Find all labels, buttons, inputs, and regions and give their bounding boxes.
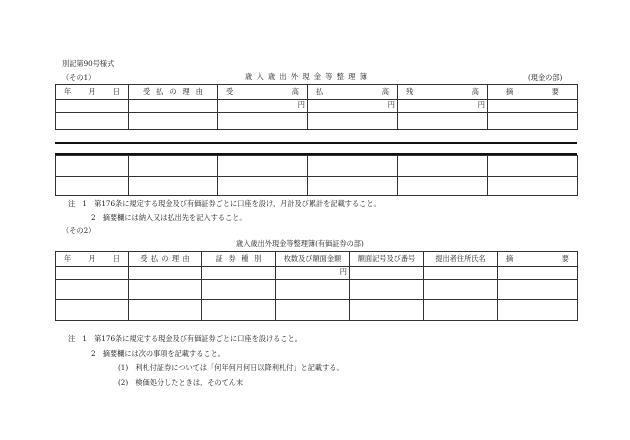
header-reason: 受 払 の 理 由 (129, 252, 202, 267)
header-count-face-value: 枚数及び額面金額 (276, 252, 350, 267)
form-number: 別記第90号様式 (62, 59, 115, 68)
header-receipts: 受 高 (218, 85, 308, 100)
header-reason: 受 払 の 理 由 (129, 85, 218, 100)
header-date: 年 月 日 (56, 252, 129, 267)
header-balance: 残 高 (398, 85, 488, 100)
part2-note-2: 2 摘要欄には次の事項を記載すること。 (91, 349, 225, 358)
table-row (56, 156, 578, 177)
part1-title: 歳 入 歳 出 外 現 金 等 整 理 簿 (245, 72, 368, 81)
part1-subtitle: (現金の部) (528, 73, 563, 82)
table-row (56, 267, 578, 280)
part1-note-1: 注 1 第176条に規定する現金及び有価証券ごとに口座を設け、月計及び累計を記載すること。 (68, 199, 381, 208)
cash-ledger-header-row (56, 85, 578, 100)
unit-yen: 円 (387, 100, 395, 109)
header-remarks: 摘 要 (498, 252, 578, 267)
part2-note-1: 注 1 第176条に規定する現金及び有価証券ごとに口座を設けること。 (68, 334, 302, 343)
divider-line (55, 142, 577, 144)
table-row (56, 300, 578, 321)
unit-yen: 円 (339, 267, 347, 276)
unit-yen: 円 (477, 100, 485, 109)
header-remarks: 摘 要 (488, 85, 578, 100)
securities-header-row (56, 252, 578, 267)
table-row (56, 100, 578, 113)
table-row (56, 280, 578, 300)
header-payments: 払 高 (308, 85, 398, 100)
header-date: 年 月 日 (56, 85, 129, 100)
securities-ledger-table (55, 251, 578, 321)
part2-note-2-item-1: (1) 利札付証券については「何年何月何日以降利札付」と記載する。 (118, 363, 344, 372)
table-row (56, 177, 578, 196)
header-face-symbol-number: 額面記号及び番号 (350, 252, 424, 267)
unit-yen: 円 (297, 100, 305, 109)
header-security-type: 証 券 種 別 (202, 252, 276, 267)
part2-label: （その2） (62, 226, 96, 235)
cash-ledger-table-bottom (55, 155, 578, 196)
cash-ledger-table-top (55, 84, 578, 130)
part2-title: 歳入歳出外現金等整理簿(有価証券の部) (236, 239, 364, 248)
part1-label: （その1） (62, 73, 96, 82)
header-submitter-address-name: 提出者住所氏名 (424, 252, 498, 267)
part2-note-2-item-2: (2) 検価処分したときは、そのてん末 (118, 378, 244, 387)
part1-note-2: 2 摘要欄には納入又は払出先を記入すること。 (91, 213, 247, 222)
table-row (56, 113, 578, 130)
